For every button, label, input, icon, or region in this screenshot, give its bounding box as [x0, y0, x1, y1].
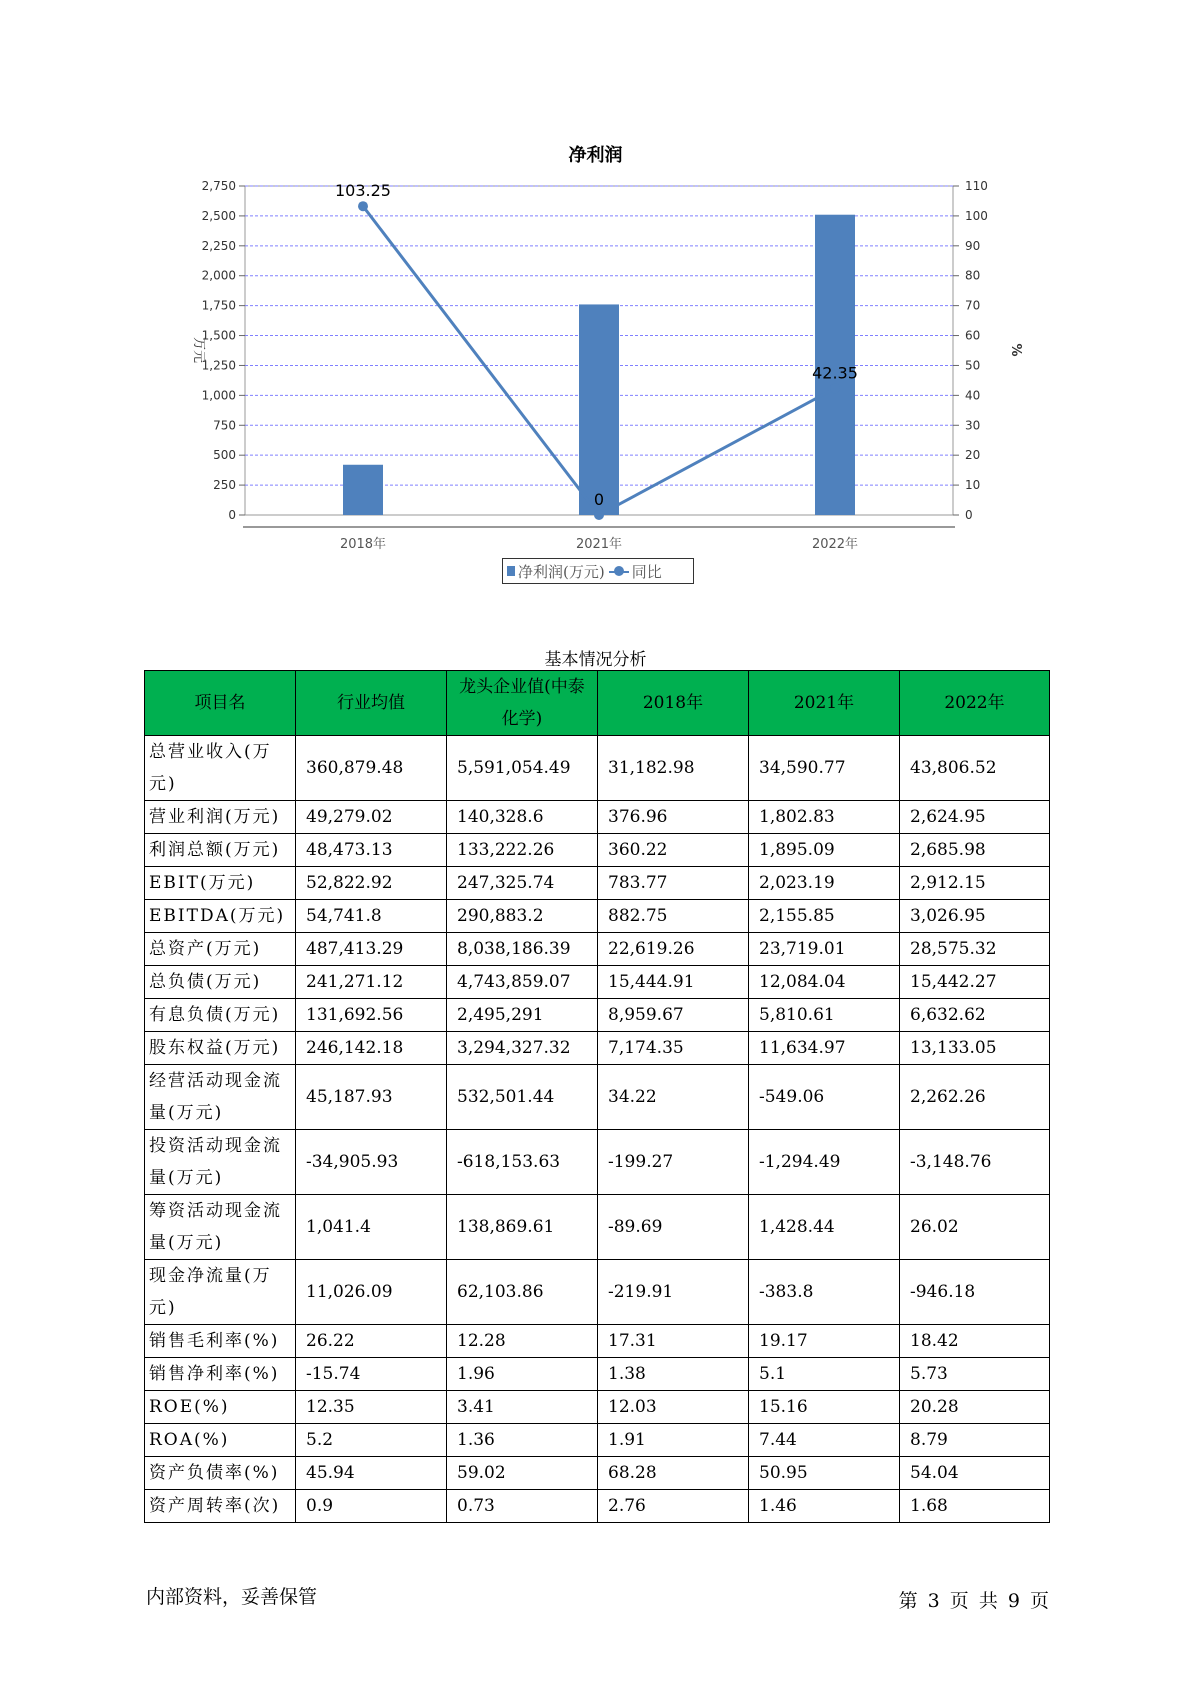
y-tick-label: 250 — [213, 478, 236, 493]
table-cell: -383.8 — [749, 1260, 900, 1325]
table-cell: 140,328.6 — [447, 801, 598, 834]
table-cell: 5.1 — [749, 1358, 900, 1391]
legend-item-bar — [507, 561, 605, 582]
table-cell: 1.91 — [598, 1424, 749, 1457]
row-label-cell: 总资产(万元) — [145, 933, 296, 966]
table-cell: 2,023.19 — [749, 867, 900, 900]
table-cell: 783.77 — [598, 867, 749, 900]
y-tick-label: 1,750 — [201, 298, 236, 313]
y2-axis-label: % — [1008, 343, 1023, 357]
table-cell: 1.46 — [749, 1490, 900, 1523]
col-header: 项目名 — [145, 671, 296, 736]
basic-analysis-table — [144, 670, 1050, 1523]
table-cell: 2,912.15 — [900, 867, 1050, 900]
row-label-cell: ROA(%) — [145, 1424, 296, 1457]
row-label-cell: 销售净利率(%) — [145, 1358, 296, 1391]
table-cell: 34,590.77 — [749, 736, 900, 801]
table-cell: 3,026.95 — [900, 900, 1050, 933]
x-tick-label: 2021年 — [575, 537, 623, 552]
y2-tick-label: 100 — [965, 208, 988, 223]
table-cell: 247,325.74 — [447, 867, 598, 900]
table-header-row — [145, 671, 1050, 736]
col-header: 2018年 — [598, 671, 749, 736]
table-cell: 882.75 — [598, 900, 749, 933]
table-cell: 43,806.52 — [900, 736, 1050, 801]
table-cell: 12.03 — [598, 1391, 749, 1424]
row-label-cell: ROE(%) — [145, 1391, 296, 1424]
table-caption: 基本情况分析 — [544, 650, 647, 670]
y2-tick-label: 110 — [965, 179, 988, 193]
table-cell: 241,271.12 — [296, 966, 447, 999]
table-cell: 12.28 — [447, 1325, 598, 1358]
row-label-cell: 投资活动现金流量(万元) — [145, 1130, 296, 1195]
table-cell: 48,473.13 — [296, 834, 447, 867]
col-header: 龙头企业值(中泰化学) — [447, 671, 598, 736]
table-row — [145, 966, 1050, 999]
table-row — [145, 1358, 1050, 1391]
table-cell: 133,222.26 — [447, 834, 598, 867]
row-label-cell: 筹资活动现金流量(万元) — [145, 1195, 296, 1260]
table-row — [145, 1424, 1050, 1457]
bar-net-profit — [343, 465, 383, 515]
table-row — [145, 801, 1050, 834]
table-cell: 360,879.48 — [296, 736, 447, 801]
table-cell: 68.28 — [598, 1457, 749, 1490]
table-cell: 28,575.32 — [900, 933, 1050, 966]
table-cell: 34.22 — [598, 1065, 749, 1130]
table-cell: 532,501.44 — [447, 1065, 598, 1130]
table-cell: 45.94 — [296, 1457, 447, 1490]
table-cell: 8,038,186.39 — [447, 933, 598, 966]
y2-tick-label: 10 — [965, 478, 981, 493]
col-header: 行业均值 — [296, 671, 447, 736]
table-cell: -15.74 — [296, 1358, 447, 1391]
table-cell: 50.95 — [749, 1457, 900, 1490]
table-row — [145, 834, 1050, 867]
bar-net-profit — [579, 304, 619, 515]
table-cell: 11,026.09 — [296, 1260, 447, 1325]
table-cell: 1.96 — [447, 1358, 598, 1391]
table-cell: 290,883.2 — [447, 900, 598, 933]
y-tick-label: 2,500 — [201, 208, 236, 223]
table-row — [145, 1325, 1050, 1358]
table-cell: 54.04 — [900, 1457, 1050, 1490]
row-label-cell: 有息负债(万元) — [145, 999, 296, 1032]
table-cell: 22,619.26 — [598, 933, 749, 966]
table-cell: 8.79 — [900, 1424, 1050, 1457]
col-header: 2021年 — [749, 671, 900, 736]
table-cell: 2,155.85 — [749, 900, 900, 933]
y2-tick-label: 20 — [965, 448, 981, 463]
table-row — [145, 736, 1050, 801]
table-cell: 138,869.61 — [447, 1195, 598, 1260]
table-cell: 0.9 — [296, 1490, 447, 1523]
table-cell: 487,413.29 — [296, 933, 447, 966]
table-cell: 8,959.67 — [598, 999, 749, 1032]
y-tick-label: 1,250 — [201, 358, 236, 373]
table-cell: 2.76 — [598, 1490, 749, 1523]
y-tick-label: 0 — [228, 508, 236, 522]
table-row — [145, 867, 1050, 900]
table-cell: 26.02 — [900, 1195, 1050, 1260]
table-cell: 7.44 — [749, 1424, 900, 1457]
table-cell: 376.96 — [598, 801, 749, 834]
table-cell: -1,294.49 — [749, 1130, 900, 1195]
footer-confidential: 内部资料，妥善保管 — [146, 1586, 318, 1608]
table-row — [145, 1260, 1050, 1325]
table-cell: 23,719.01 — [749, 933, 900, 966]
table-cell: 360.22 — [598, 834, 749, 867]
table-cell: -219.91 — [598, 1260, 749, 1325]
y2-tick-label: 70 — [965, 298, 981, 313]
table-cell: 12,084.04 — [749, 966, 900, 999]
y2-tick-label: 40 — [965, 388, 981, 403]
legend-line-swatch — [609, 565, 629, 577]
point-yoy — [358, 201, 368, 211]
table-row — [145, 999, 1050, 1032]
y-tick-label: 500 — [213, 448, 236, 463]
y-tick-label: 2,250 — [201, 238, 236, 253]
chart-title: 净利润 — [568, 145, 623, 166]
y-tick-label: 1,000 — [201, 388, 236, 403]
table-cell: 2,685.98 — [900, 834, 1050, 867]
y2-tick-label: 30 — [965, 418, 981, 433]
table-cell: 17.31 — [598, 1325, 749, 1358]
table-cell: 1,802.83 — [749, 801, 900, 834]
row-label-cell: EBIT(万元) — [145, 867, 296, 900]
table-cell: 54,741.8 — [296, 900, 447, 933]
table-row — [145, 1032, 1050, 1065]
y-tick-label: 750 — [213, 418, 236, 433]
table-cell: 1.38 — [598, 1358, 749, 1391]
row-label-cell: 营业利润(万元) — [145, 801, 296, 834]
table-row — [145, 1457, 1050, 1490]
point-yoy — [594, 510, 604, 520]
x-tick-label: 2022年 — [811, 537, 859, 552]
legend-line-label: 同比 — [631, 562, 662, 581]
table-row — [145, 1490, 1050, 1523]
table-row — [145, 933, 1050, 966]
table-cell: 12.35 — [296, 1391, 447, 1424]
table-cell: 5.73 — [900, 1358, 1050, 1391]
table-cell: 1,041.4 — [296, 1195, 447, 1260]
data-label-yoy: 103.25 — [335, 181, 391, 201]
table-cell: 13,133.05 — [900, 1032, 1050, 1065]
row-label-cell: 现金净流量(万元) — [145, 1260, 296, 1325]
table-cell: 4,743,859.07 — [447, 966, 598, 999]
row-label-cell: 资产负债率(%) — [145, 1457, 296, 1490]
table-cell: 18.42 — [900, 1325, 1050, 1358]
chart-legend — [502, 558, 694, 584]
table-cell: 2,262.26 — [900, 1065, 1050, 1130]
y-axis-label: 万元 — [191, 336, 206, 364]
data-label-yoy: 0 — [593, 490, 605, 509]
y-tick-label: 2,000 — [201, 268, 236, 283]
table-cell: 59.02 — [447, 1457, 598, 1490]
y-tick-label: 1,500 — [201, 328, 236, 343]
legend-bar-swatch — [507, 566, 515, 576]
table-row — [145, 1130, 1050, 1195]
table-cell: 5,591,054.49 — [447, 736, 598, 801]
table-row — [145, 1391, 1050, 1424]
table-cell: 15,442.27 — [900, 966, 1050, 999]
legend-item-line — [609, 561, 662, 582]
table-cell: -3,148.76 — [900, 1130, 1050, 1195]
table-cell: 45,187.93 — [296, 1065, 447, 1130]
table-row — [145, 1195, 1050, 1260]
row-label-cell: 经营活动现金流量(万元) — [145, 1065, 296, 1130]
table-cell: 5.2 — [296, 1424, 447, 1457]
table-cell: 1.36 — [447, 1424, 598, 1457]
col-header: 2022年 — [900, 671, 1050, 736]
table-cell: 1,895.09 — [749, 834, 900, 867]
table-cell: 15.16 — [749, 1391, 900, 1424]
row-label-cell: 销售毛利率(%) — [145, 1325, 296, 1358]
table-row — [145, 1065, 1050, 1130]
row-label-cell: 总负债(万元) — [145, 966, 296, 999]
legend-bar-label: 净利润(万元) — [518, 562, 605, 581]
table-cell: 2,624.95 — [900, 801, 1050, 834]
table-cell: 3.41 — [447, 1391, 598, 1424]
table-cell: 26.22 — [296, 1325, 447, 1358]
row-label-cell: 利润总额(万元) — [145, 834, 296, 867]
table-cell: -549.06 — [749, 1065, 900, 1130]
y2-tick-label: 90 — [965, 238, 981, 253]
row-label-cell: EBITDA(万元) — [145, 900, 296, 933]
table-cell: -618,153.63 — [447, 1130, 598, 1195]
row-label-cell: 总营业收入(万元) — [145, 736, 296, 801]
data-label-yoy: 42.35 — [812, 363, 858, 383]
y-tick-label: 2,750 — [201, 179, 236, 193]
net-profit-chart — [0, 0, 1191, 560]
table-cell: 0.73 — [447, 1490, 598, 1523]
y2-tick-label: 50 — [965, 358, 981, 373]
y2-tick-label: 0 — [965, 508, 973, 522]
table-cell: 5,810.61 — [749, 999, 900, 1032]
table-cell: -89.69 — [598, 1195, 749, 1260]
table-cell: -34,905.93 — [296, 1130, 447, 1195]
table-cell: 3,294,327.32 — [447, 1032, 598, 1065]
table-cell: 11,634.97 — [749, 1032, 900, 1065]
point-yoy — [830, 383, 840, 393]
table-row — [145, 900, 1050, 933]
table-cell: 20.28 — [900, 1391, 1050, 1424]
table-cell: 1.68 — [900, 1490, 1050, 1523]
row-label-cell: 资产周转率(次) — [145, 1490, 296, 1523]
table-cell: 246,142.18 — [296, 1032, 447, 1065]
table-cell: 15,444.91 — [598, 966, 749, 999]
footer-page-number: 第 3 页 共 9 页 — [898, 1590, 1049, 1612]
table-cell: 31,182.98 — [598, 736, 749, 801]
table-cell: 131,692.56 — [296, 999, 447, 1032]
table-cell: 6,632.62 — [900, 999, 1050, 1032]
row-label-cell: 股东权益(万元) — [145, 1032, 296, 1065]
table-cell: 7,174.35 — [598, 1032, 749, 1065]
table-cell: -199.27 — [598, 1130, 749, 1195]
table-cell: 52,822.92 — [296, 867, 447, 900]
table-cell: 19.17 — [749, 1325, 900, 1358]
table-cell: 49,279.02 — [296, 801, 447, 834]
y2-tick-label: 80 — [965, 268, 981, 283]
y2-tick-label: 60 — [965, 328, 981, 343]
table-cell: 2,495,291 — [447, 999, 598, 1032]
table-cell: 62,103.86 — [447, 1260, 598, 1325]
x-tick-label: 2018年 — [339, 537, 387, 552]
table-cell: 1,428.44 — [749, 1195, 900, 1260]
table-cell: -946.18 — [900, 1260, 1050, 1325]
